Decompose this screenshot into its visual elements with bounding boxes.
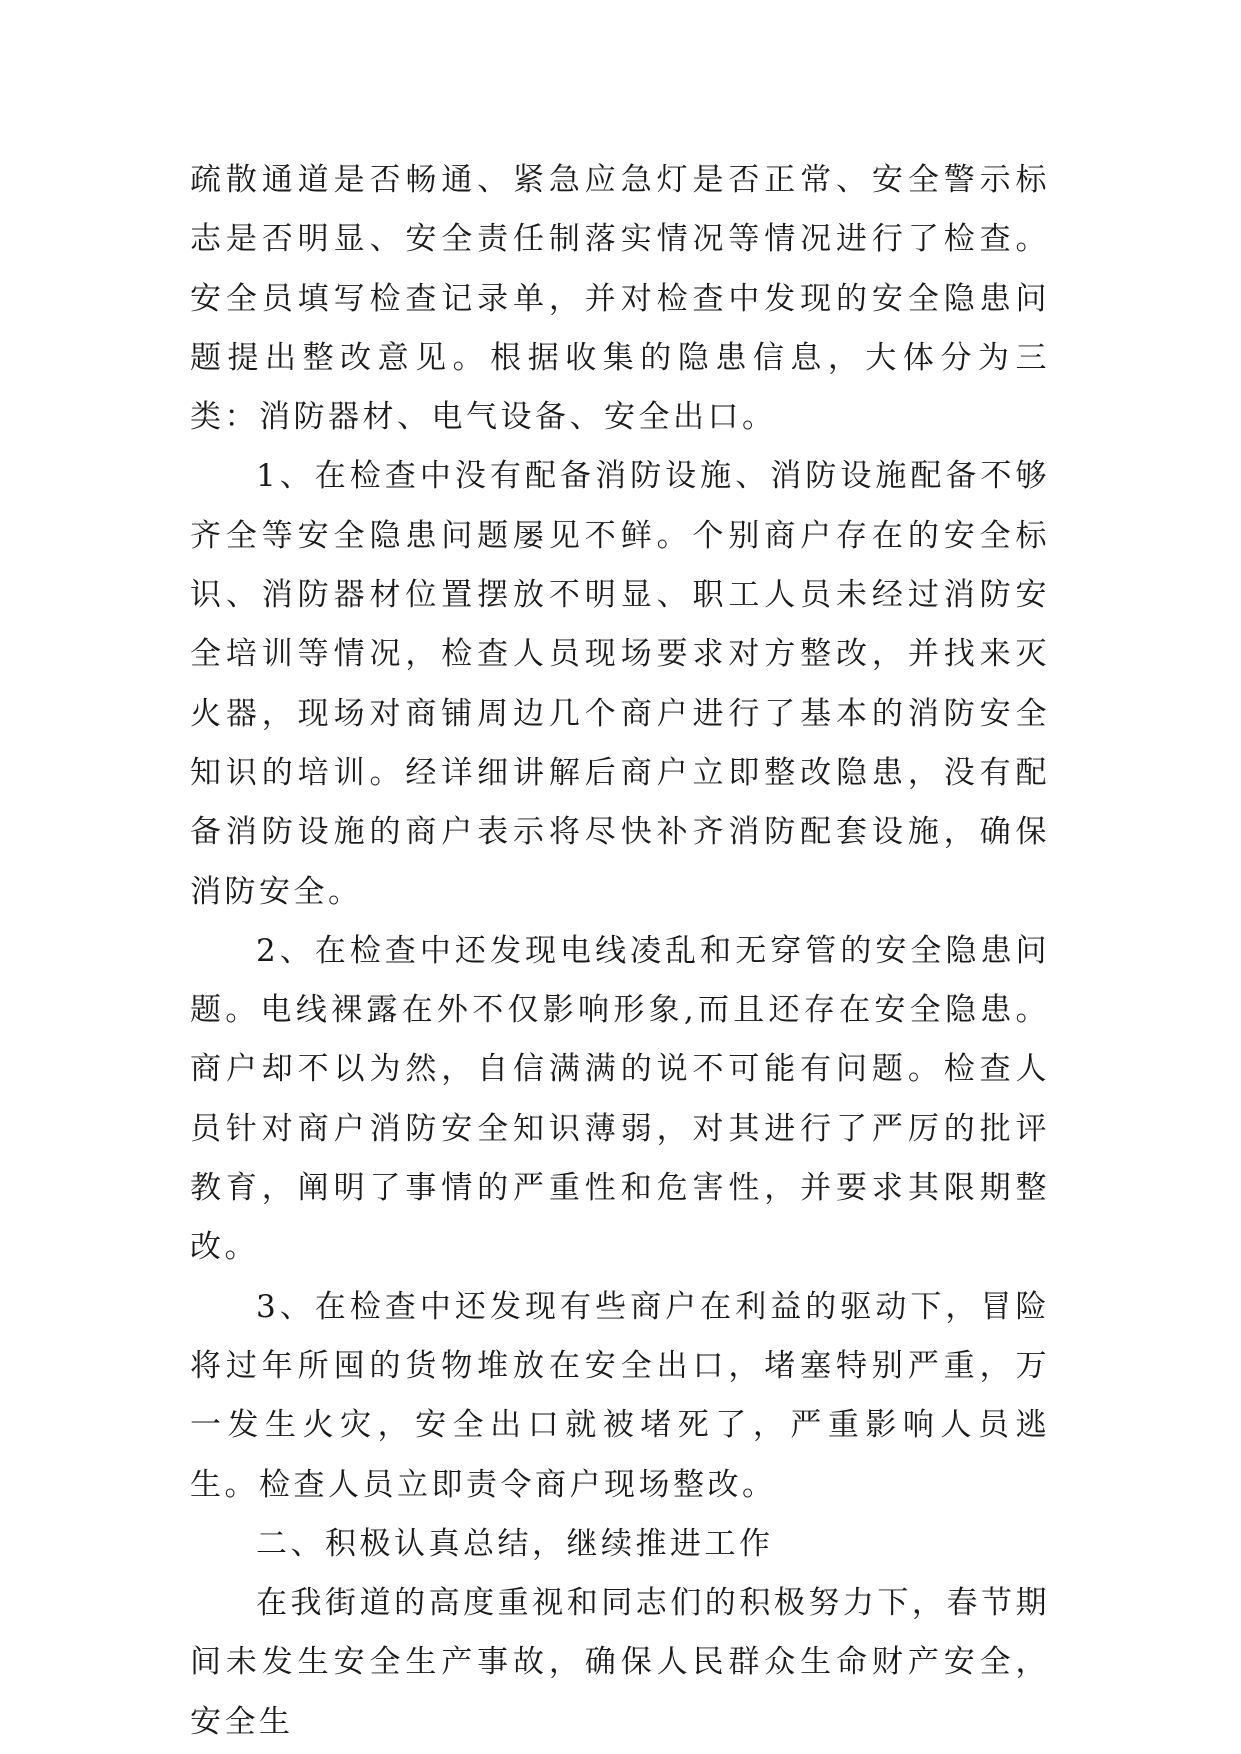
paragraph-checks-summary: 疏散通道是否畅通、紧急应急灯是否正常、安全警示标志是否明显、安全责任制落实情况等情况进行了检查。安全员填写检查记录单，并对检查中发现的安全隐患问题提出整改意见。根据收集的隐患信息，大体分为三类：消防器材、电气设备、安全出口。 <box>190 162 1050 436</box>
document-body <box>190 151 1050 1752</box>
paragraph-section-two-intro: 在我街道的高度重视和同志们的积极努力下，春节期间未发生安全生产事故，确保人民群众生命财产安全，安全生 <box>190 1585 1050 1740</box>
paragraph-item-3-exits: 3、在检查中还发现有些商户在利益的驱动下，冒险将过年所囤的货物堆放在安全出口，堵塞特别严重，万一发生火灾，安全出口就被堵死了，严重影响人员逃生。检查人员立即责令商户现场整改。 <box>190 1288 1050 1503</box>
section-heading-two: 二、积极认真总结，继续推进工作 <box>256 1525 774 1562</box>
paragraph-item-2-electrical: 2、在检查中还发现电线凌乱和无穿管的安全隐患问题。电线裸露在外不仅影响形象,而且还存在安全隐患。商户却不以为然，自信满满的说不可能有问题。检查人员针对商户消防安全知识薄弱，对其进行了严厉的批评教育，阐明了事情的严重性和危害性，并要求其限期整改。 <box>190 932 1050 1266</box>
paragraph-item-1-fire-equipment: 1、在检查中没有配备消防设施、消防设施配备不够齐全等安全隐患问题屡见不鲜。个别商户存在的安全标识、消防器材位置摆放不明显、职工人员未经过消防安全培训等情况，检查人员现场要求对方整改，并找来灭火器，现场对商铺周边几个商户进行了基本的消防安全知识的培训。经详细讲解后商户立即整改隐患，没有配备消防设施的商户表示将尽快补齐消防配套设施，确保消防安全。 <box>190 458 1050 910</box>
